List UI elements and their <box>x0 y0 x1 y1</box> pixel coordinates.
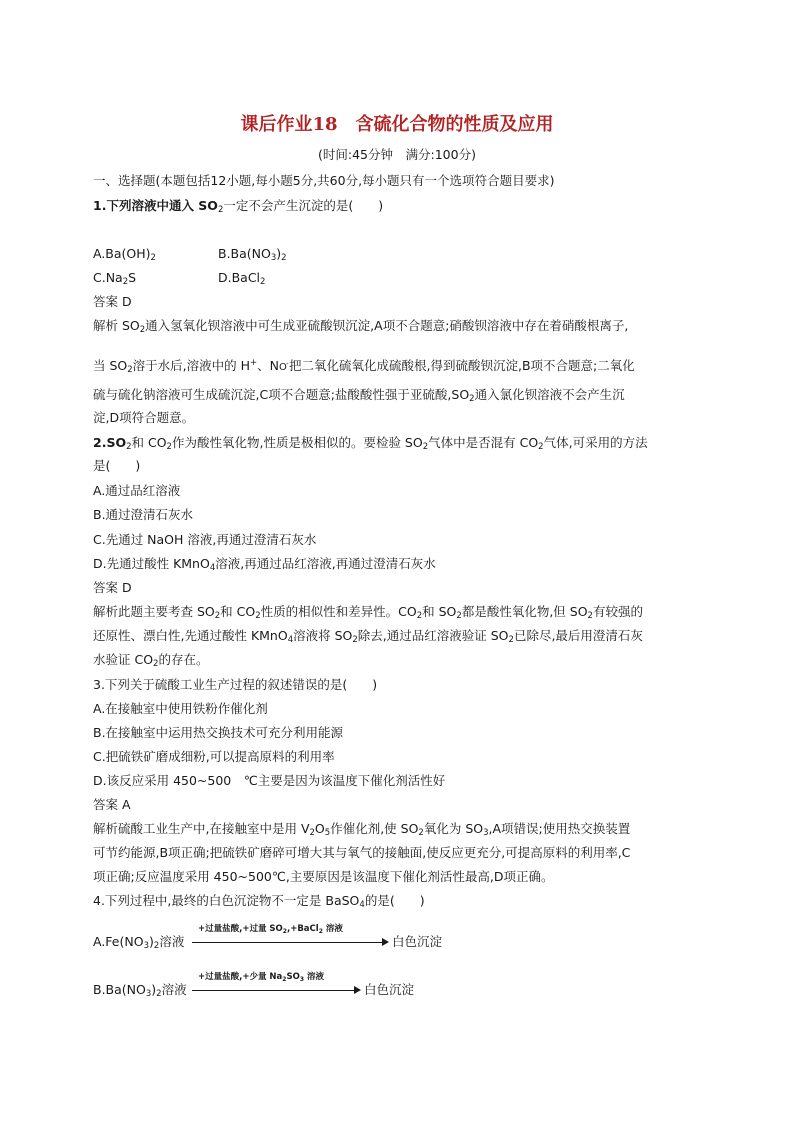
subscript: 3 <box>299 976 305 983</box>
q2-explanation-text: 解析此题主要考查 SO <box>93 604 215 619</box>
subscript: 2 <box>282 928 287 935</box>
subscript: 2 <box>587 611 593 621</box>
q1-option-d <box>218 270 265 290</box>
q2-explanation-text: 有较强的 <box>592 604 643 619</box>
q2-explanation-text: 和 CO <box>220 604 256 619</box>
arrow-label-text: ,+BaCl <box>286 924 319 934</box>
subscript: 2 <box>469 394 475 404</box>
q2-explanation-text: 性质的相似性和差异性。CO <box>260 604 417 619</box>
q1-explanation-line-2 <box>93 355 635 378</box>
q2-stem-part: 是( ) <box>93 458 141 473</box>
q1-explanation-line-3 <box>93 387 625 407</box>
subscript: 2 <box>139 325 146 335</box>
arrow-head <box>382 938 389 946</box>
subscript: 2 <box>418 828 424 838</box>
q3-explanation-text: 可节约能源,B项正确;把硫铁矿磨碎可增大其与氧气的接触面,使反应更充分,可提高原料的利用率,C <box>93 845 631 860</box>
q4-option-a-text: 溶液 <box>159 934 185 949</box>
q3-option-d <box>93 773 445 789</box>
q3-explanation-line-1 <box>93 821 630 841</box>
subscript: 2 <box>260 277 266 287</box>
q2-answer-text: 答案 D <box>93 580 132 595</box>
subscript: 3 <box>270 253 277 263</box>
q4-option-b-arrow-label <box>198 970 324 983</box>
subscript: 2 <box>456 611 462 621</box>
q1-option-b-text: B.Ba(NO <box>218 246 271 261</box>
section-heading <box>93 173 554 189</box>
arrow-label-text: SO <box>286 972 300 982</box>
q2-stem-part: 和 CO <box>131 435 167 450</box>
arrow-shaft <box>192 942 383 943</box>
q4-option-b-text: ) <box>151 982 157 997</box>
q4-option-b-text: B.Ba(NO <box>93 982 146 997</box>
q2-stem-part: 2.SO <box>93 435 127 450</box>
q2-option-c <box>93 532 316 548</box>
q2-explanation-text: 除去,通过品红溶液验证 SO <box>357 628 509 643</box>
subscript: 4 <box>209 563 216 573</box>
q2-option-a-text: A.通过品红溶液 <box>93 483 181 498</box>
q1-stem-part: 1.下列溶液中通入 SO <box>93 198 218 213</box>
subscript: 3 <box>145 989 152 999</box>
question-2-stem-line-2 <box>93 458 140 474</box>
q1-explanation-line-1 <box>93 318 628 338</box>
subscript: 2 <box>150 253 156 263</box>
subscript: 2 <box>156 989 162 999</box>
q2-explanation-text: 水验证 CO <box>93 652 154 667</box>
q4-option-b-text: 溶液 <box>161 982 187 997</box>
q1-option-c-text: S <box>128 270 137 285</box>
q3-option-a-text: A.在接触室中使用铁粉作催化剂 <box>93 701 268 716</box>
subscript: 2 <box>352 635 358 645</box>
superscript: + <box>250 358 258 368</box>
q3-stem-text: 3.下列关于硫酸工业生产过程的叙述错误的是( ) <box>93 677 378 692</box>
q2-explanation-text: 和 SO <box>422 604 457 619</box>
superscript: - <box>286 360 289 368</box>
q2-option-d-text: 溶液,再通过品红溶液,再通过澄清石灰水 <box>215 556 436 571</box>
q2-stem-part: 作为酸性氧化物,性质是极相似的。要检验 SO <box>171 435 423 450</box>
page-title: 课后作业18 含硫化合物的性质及应用 <box>240 114 554 135</box>
q3-option-b-text: B.在接触室中运用热交换技术可充分利用能源 <box>93 725 344 740</box>
q1-explanation-text: 当 SO <box>93 358 128 373</box>
subscript: 2 <box>281 253 287 263</box>
subscript: 2 <box>153 941 160 951</box>
q3-explanation-text: ,A项错误;使用热交换装置 <box>488 821 631 836</box>
subscript: 3 <box>143 941 149 951</box>
q2-option-d-text: D.先通过酸性 KMnO <box>93 556 210 571</box>
arrow-label-text: 溶液 <box>304 972 324 982</box>
q2-explanation-line-1 <box>93 604 643 624</box>
q4-option-b <box>93 982 187 1002</box>
q2-explanation-text: 已除尽,最后用澄清石灰 <box>513 628 643 643</box>
time-score-text: (时间:45分钟 满分:100分) <box>318 147 476 162</box>
subscript: 2 <box>217 205 224 215</box>
q1-explanation-line-4 <box>93 410 194 426</box>
q4-option-a-result <box>392 934 442 950</box>
arrow-head <box>354 986 361 994</box>
q3-explanation-text: 作催化剂,使 SO <box>330 821 419 836</box>
q1-option-c <box>93 270 136 290</box>
q4-stem-part: 的是( ) <box>364 893 425 908</box>
q3-explanation-text: O <box>314 821 325 836</box>
q2-option-d <box>93 556 436 576</box>
q2-stem-part: 气体中是否混有 CO <box>428 435 539 450</box>
subscript: 2 <box>153 659 159 669</box>
nitrate-oxygen: O <box>279 362 287 373</box>
q1-option-b <box>218 246 287 266</box>
q1-option-a-text: A.Ba(OH) <box>93 246 151 261</box>
q4-option-b-result <box>364 982 414 998</box>
q2-explanation-text: 的存在。 <box>158 652 209 667</box>
subscript: 2 <box>127 365 133 375</box>
q3-answer-text: 答案 A <box>93 797 131 812</box>
question-2-stem-line-1 <box>93 435 648 455</box>
question-4-stem <box>93 893 425 913</box>
arrow-label-text: +过量盐酸,+少量 Na <box>198 972 283 982</box>
q4-option-b-reaction-arrow <box>192 972 364 998</box>
q4-option-a-result-text: 白色沉淀 <box>392 934 443 949</box>
q2-explanation-text: 都是酸性氧化物,但 SO <box>461 604 588 619</box>
subscript: 2 <box>508 635 514 645</box>
q2-explanation-text: 还原性、漂白性,先通过酸性 KMnO <box>93 628 288 643</box>
q4-option-a-text: ) <box>149 934 154 949</box>
q1-answer-text: 答案 D <box>93 294 132 309</box>
subscript: 4 <box>287 635 294 645</box>
subscript: 5 <box>324 828 331 838</box>
subscript: 2 <box>416 611 423 621</box>
arrow-shaft <box>192 990 355 991</box>
q3-explanation-text: 氧化为 SO <box>423 821 484 836</box>
q2-option-b-text: B.通过澄清石灰水 <box>93 507 194 522</box>
subscript: 2 <box>538 442 544 452</box>
subscript: 2 <box>422 442 429 452</box>
q1-explanation-text: 溶于水后,溶液中的 H <box>132 358 251 373</box>
q3-answer <box>93 797 131 813</box>
arrow-label-text: 溶液 <box>322 924 343 934</box>
arrow-label-text: +过量盐酸,+过量 SO <box>198 924 283 934</box>
subscript: 4 <box>359 900 365 910</box>
q2-explanation-text: 溶液将 SO <box>293 628 353 643</box>
q1-explanation-text: 通入氯化钡溶液不会产生沉 <box>474 387 625 402</box>
q4-option-a-text: A.Fe(NO <box>93 934 144 949</box>
q3-option-d-text: D.该反应采用 450~500 ℃主要是因为该温度下催化剂活性好 <box>93 773 446 788</box>
question-1-stem <box>93 198 383 218</box>
q4-option-a-reaction-arrow <box>192 924 392 950</box>
subscript: 2 <box>309 828 315 838</box>
q2-option-c-text: C.先通过 NaOH 溶液,再通过澄清石灰水 <box>93 532 317 547</box>
subscript: 2 <box>282 976 287 983</box>
q2-option-b <box>93 507 193 523</box>
q3-option-c <box>93 749 335 765</box>
q3-explanation-line-2 <box>93 845 630 861</box>
subscript: 2 <box>255 611 261 621</box>
q2-option-a <box>93 483 180 499</box>
q3-explanation-text: 解析硫酸工业生产中,在接触室中是用 V <box>93 821 310 836</box>
q1-explanation-text: 把二氧化硫氧化成硫酸根,得到硫酸钡沉淀,B项不合题意;二氧化 <box>289 358 635 373</box>
q2-explanation-line-2 <box>93 628 643 648</box>
subscript: 2 <box>318 928 323 935</box>
q2-stem-part: 气体,可采用的方法 <box>543 435 648 450</box>
section-text: 一、选择题(本题包括12小题,每小题5分,共60分,每小题只有一个选项符合题目要求) <box>93 173 555 188</box>
subscript: 3 <box>483 828 489 838</box>
q2-answer <box>93 580 132 596</box>
q3-explanation-line-3 <box>93 869 554 885</box>
q1-explanation-text: 硫与硫化钠溶液可生成硫沉淀,C项不合题意;盐酸酸性强于亚硫酸,SO <box>93 387 470 402</box>
subscript: 2 <box>126 442 132 452</box>
q3-option-b <box>93 725 343 741</box>
q4-option-a <box>93 934 184 954</box>
q1-option-d-text: D.BaCl <box>218 270 261 285</box>
time-score-info <box>0 147 794 163</box>
q3-option-a <box>93 701 268 717</box>
q1-explanation-text: 、N <box>257 358 280 373</box>
question-3-stem <box>93 677 377 693</box>
q4-option-b-result-text: 白色沉淀 <box>364 982 415 997</box>
subscript: 2 <box>122 277 129 287</box>
q1-explanation-text: 淀,D项符合题意。 <box>93 410 195 425</box>
q2-explanation-line-3 <box>93 652 208 672</box>
subscript: 2 <box>214 611 221 621</box>
q4-option-a-arrow-label <box>198 922 343 935</box>
q1-explanation-text: 解析 SO <box>93 318 140 333</box>
q3-option-c-text: C.把硫铁矿磨成细粉,可以提高原料的利用率 <box>93 749 335 764</box>
q1-option-b-text: ) <box>276 246 282 261</box>
subscript: 2 <box>166 442 172 452</box>
q1-answer <box>93 294 132 310</box>
q1-option-c-text: C.Na <box>93 270 123 285</box>
q3-explanation-text: 项正确;反应温度采用 450~500℃,主要原因是该温度下催化剂活性最高,D项正确。 <box>93 869 554 884</box>
q1-option-a <box>93 246 156 266</box>
q1-stem-part: 一定不会产生沉淀的是( ) <box>223 198 384 213</box>
q1-explanation-text: 通入氢氧化钡溶液中可生成亚硫酸钡沉淀,A项不合题意;硝酸钡溶液中存在着硝酸根离子, <box>145 318 629 333</box>
q4-stem-part: 4.下列过程中,最终的白色沉淀物不一定是 BaSO <box>93 893 360 908</box>
